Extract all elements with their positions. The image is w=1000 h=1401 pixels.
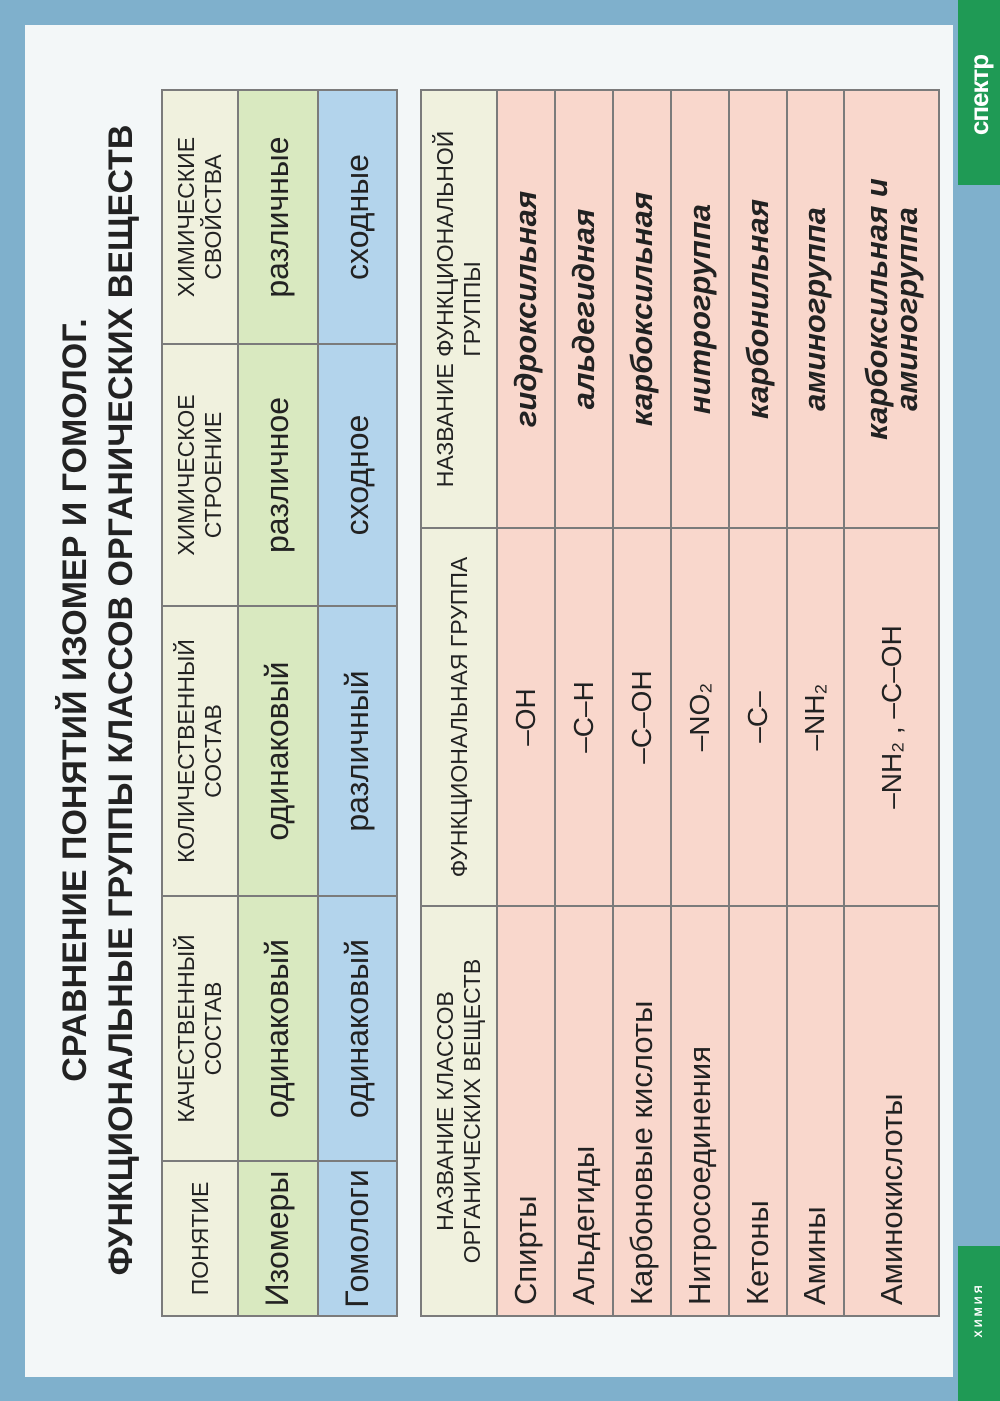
- title-line-1: СРАВНЕНИЕ ПОНЯТИЙ ИЗОМЕР И ГОМОЛОГ.: [56, 318, 94, 1082]
- functional-group-formula: –C–: [729, 528, 787, 906]
- table-cell: Изомеры: [238, 1161, 318, 1316]
- isomer-homolog-table: [161, 89, 398, 1317]
- table-cell: одинаковый: [238, 606, 318, 896]
- class-name: Амины: [787, 906, 845, 1316]
- functional-group-formula: –C–H: [555, 528, 613, 906]
- header-cell: ХИМИЧЕСКИЕ СВОЙСТВА: [162, 90, 238, 344]
- table-cell: одинаковый: [318, 896, 398, 1161]
- table-header-row: [162, 90, 238, 1316]
- table-cell: одинаковый: [238, 896, 318, 1161]
- functional-group-name: карбонильная: [729, 90, 787, 528]
- header-cell: ХИМИЧЕСКОЕ СТРОЕНИЕ: [162, 344, 238, 606]
- table-cell: различный: [318, 606, 398, 896]
- functional-group-formula: –OH: [497, 528, 555, 906]
- functional-groups-table: [420, 89, 940, 1317]
- poster-content: [50, 55, 930, 1345]
- header-cell: НАЗВАНИЕ КЛАССОВ ОРГАНИЧЕСКИХ ВЕЩЕСТВ: [421, 906, 497, 1316]
- functional-group-formula: –NH₂ , –C–OH: [844, 528, 939, 906]
- functional-group-formula: –NH₂: [787, 528, 845, 906]
- subject-label: ХИМИЯ: [973, 1282, 985, 1338]
- table-header-row: [421, 90, 497, 1316]
- class-name: Карбоновые кислоты: [613, 906, 671, 1316]
- table-row-isomers: [238, 90, 318, 1316]
- functional-group-name: альдегидная: [555, 90, 613, 528]
- table-row: [787, 90, 845, 1316]
- table-row: [555, 90, 613, 1316]
- table-cell: различное: [238, 344, 318, 606]
- functional-group-name: карбоксильная: [613, 90, 671, 528]
- class-name: Спирты: [497, 906, 555, 1316]
- header-cell: НАЗВАНИЕ ФУНКЦИОНАЛЬНОЙ ГРУППЫ: [421, 90, 497, 528]
- brand-logo: спектр: [964, 54, 994, 136]
- class-name: Кетоны: [729, 906, 787, 1316]
- functional-group-name: нитрогруппа: [671, 90, 729, 528]
- functional-group-name: аминогруппа: [787, 90, 845, 528]
- class-name: Аминокислоты: [844, 906, 939, 1316]
- table-row: [844, 90, 939, 1316]
- header-cell: ПОНЯТИЕ: [162, 1161, 238, 1316]
- table-cell: сходные: [318, 90, 398, 344]
- functional-group-formula: –C–OH: [613, 528, 671, 906]
- functional-group-name: гидроксильная: [497, 90, 555, 528]
- header-cell: ФУНКЦИОНАЛЬНАЯ ГРУППА: [421, 528, 497, 906]
- table-cell: различные: [238, 90, 318, 344]
- table-row: [671, 90, 729, 1316]
- table-row: [613, 90, 671, 1316]
- title-line-2: ФУНКЦИОНАЛЬНЫЕ ГРУППЫ КЛАССОВ ОРГАНИЧЕСКИХ ВЕЩЕСТВ: [102, 124, 140, 1276]
- table-row: [497, 90, 555, 1316]
- table-cell: Гомологи: [318, 1161, 398, 1316]
- table-row: [729, 90, 787, 1316]
- class-name: Нитросоединения: [671, 906, 729, 1316]
- functional-group-name: карбоксильная и аминогруппа: [844, 90, 939, 528]
- header-cell: КАЧЕСТВЕННЫЙ СОСТАВ: [162, 896, 238, 1161]
- functional-group-formula: –NO₂: [671, 528, 729, 906]
- table-cell: сходное: [318, 344, 398, 606]
- table-row-homologs: [318, 90, 398, 1316]
- class-name: Альдегиды: [555, 906, 613, 1316]
- header-cell: КОЛИЧЕСТВЕННЫЙ СОСТАВ: [162, 606, 238, 896]
